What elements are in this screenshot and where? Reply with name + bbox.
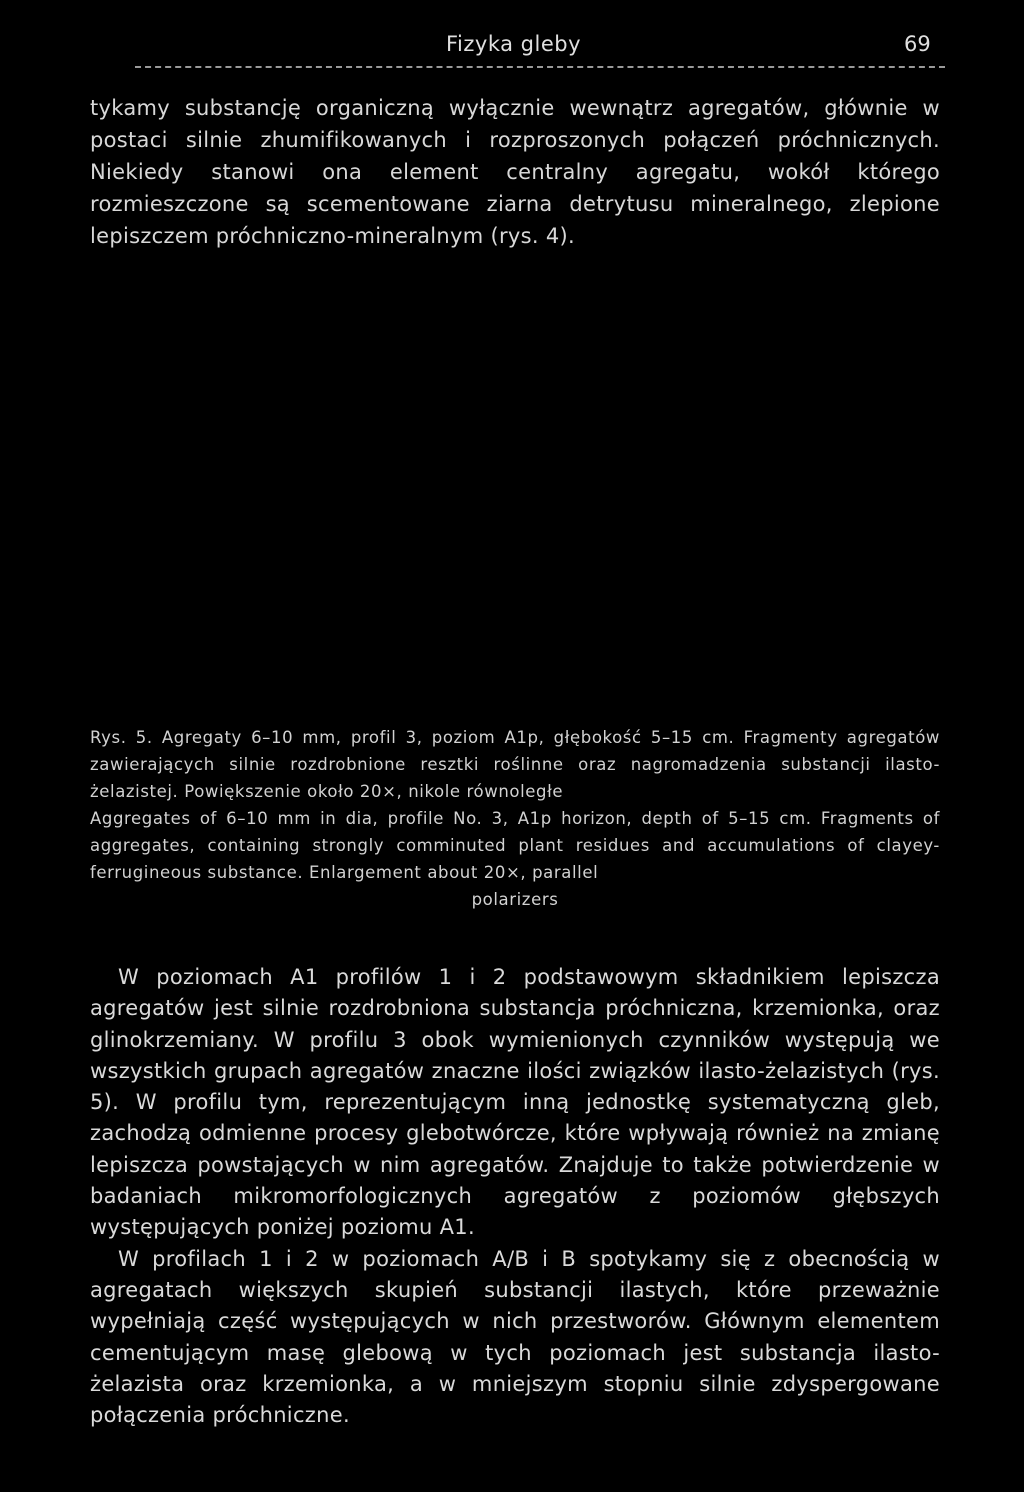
body-text — [90, 962, 940, 1431]
body-paragraph: W poziomach A1 profilów 1 i 2 podstawowym składnikiem lepiszcza agregatów jest silnie rozdrobniona substancja próchniczna, krzemionka, oraz glinokrzemiany. W profilu 3 obok wymienionych czynników występują we wszystkich grupach agregatów znaczne ilości związków ilasto-żelazistych (rys. 5). W profilu tym, reprezentującym inną jednostkę systematyczną gleb, zachodzą odmienne procesy glebotwórcze, które wpływają również na zmianę lepiszcza powstających w nim agregatów. Znajduje to także potwierdzenie w badaniach mikromorfologicznych agregatów z poziomów głębszych występujących poniżej poziomu A1. — [90, 965, 940, 1240]
page-number: 69 — [904, 32, 931, 56]
caption-english-end: polarizers — [471, 890, 559, 909]
header-rule — [135, 66, 945, 68]
figure-caption — [90, 724, 940, 913]
caption-polish: Rys. 5. Agregaty 6–10 mm, profil 3, poziom A1p, głębokość 5–15 cm. Fragmenty agregatów zawierających silnie rozdrobnione resztki roślinne oraz nagromadzenia substancji ilasto-żelazistej. Powiększenie około 20×, nikole równoległe — [90, 728, 940, 801]
running-title: Fizyka gleby — [446, 32, 582, 56]
top-paragraph: tykamy substancję organiczną wyłącznie wewnątrz agregatów, głównie w postaci silnie zhumifikowanych i rozproszonych połączeń próchnicznych. Niekiedy stanowi ona element centralny agregatu, wokół którego rozmieszczone są scementowane ziarna detrytusu mineralnego, zlepione lepiszczem próchniczno-mineralnym (rys. 4). — [90, 96, 940, 248]
caption-english: Aggregates of 6–10 mm in dia, profile No. 3, A1p horizon, depth of 5–15 cm. Fragments of aggregates, containing strongly comminuted plant residues and accumulations of clayey-ferrugineous substance. Enlargement about 20×, parallel — [90, 809, 940, 882]
figure-image — [90, 270, 940, 690]
body-paragraph: W profilach 1 i 2 w poziomach A/B i B spotykamy się z obecnością w agregatach większych skupień substancji ilastych, które przeważnie wypełniają część występujących w nich przestworów. Głównym elementem cementującym masę glebową w tych poziomach jest substancja ilasto-żelazista oraz krzemionka, a w mniejszym stopniu silnie zdyspergowane połączenia próchniczne. — [90, 1246, 940, 1428]
page-header — [0, 28, 1024, 68]
